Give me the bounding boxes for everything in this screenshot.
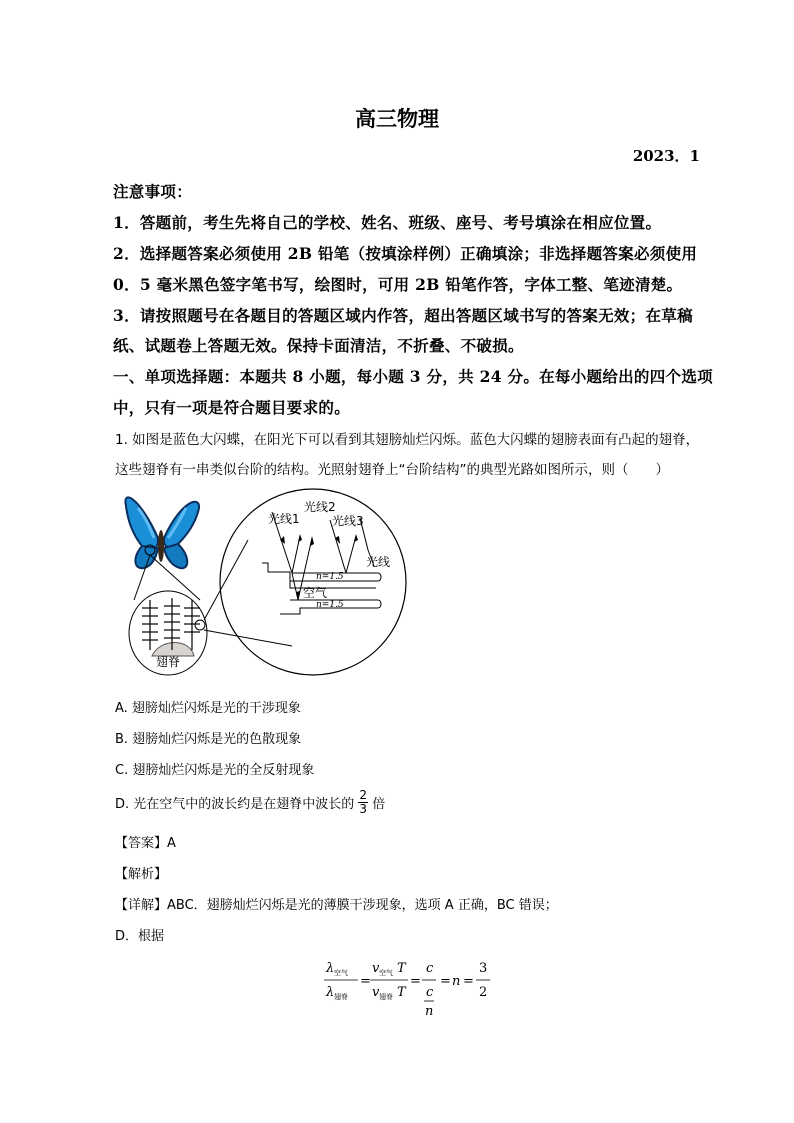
lambda-air-symbol: λ [326, 961, 335, 976]
zoom-line-4 [204, 630, 292, 646]
upper-index-label: n=1.5 [316, 572, 344, 582]
option-d-numerator: 2 [359, 788, 368, 802]
notice-line-4: 3．请按照题号在各题目的答题区域内作答，超出答题区域书写的答案无效；在草稿 [113, 306, 693, 325]
question-1-line-1: 1. 如图是蓝色大闪蝶，在阳光下可以看到其翅膀灿烂闪烁。蓝色大闪蝶的翅膀表面有凸起的翅脊， [115, 432, 700, 448]
three-numerator: 3 [479, 961, 488, 976]
butterfly-image [125, 497, 199, 568]
eq-4: = [463, 974, 474, 989]
butterfly-figure [120, 488, 410, 678]
ridge-zoom-circle [129, 591, 207, 675]
lambda-ridge-symbol: λ [326, 985, 335, 1000]
light-path-circle [220, 489, 406, 675]
option-d-prefix: D. 光在空气中的波长约是在翅脊中波长的 [115, 797, 355, 812]
lambda-air-sub: 空气 [334, 969, 348, 977]
ridge-label: 翅脊 [156, 655, 181, 669]
option-d-fraction [358, 789, 368, 816]
air-label: 空气 [303, 586, 328, 600]
option-d-suffix: 倍 [372, 797, 386, 812]
v-ridge-symbol: v [372, 985, 380, 1000]
c-denominator: c [426, 985, 434, 1000]
ray-2-label: 光线2 [304, 500, 336, 514]
option-d [115, 789, 385, 816]
two-denominator: 2 [479, 985, 488, 1000]
wavelength-formula [322, 958, 497, 1020]
n-symbol: n [452, 974, 461, 989]
eq-1: = [360, 974, 371, 989]
notice-line-2: 2．选择题答案必须使用 2B 铅笔（按填涂样例）正确填涂；非选择题答案必须使用 [113, 244, 698, 263]
notice-line-1: 1．答题前，考生先将自己的学校、姓名、班级、座号、考号填涂在相应位置。 [113, 213, 662, 232]
answer-label: 【答案】A [115, 836, 176, 851]
option-a: A. 翅膀灿烂闪烁是光的干涉现象 [115, 701, 301, 716]
ray-1-label: 光线1 [268, 512, 300, 526]
v-air-symbol: v [372, 961, 380, 976]
option-d-denominator: 3 [359, 802, 368, 816]
exam-date: 2023．1 [632, 147, 700, 165]
t-upper-symbol: T [397, 961, 406, 976]
option-c: C. 翅膀灿烂闪烁是光的全反射现象 [115, 763, 315, 778]
section-heading-line-2: 中，只有一项是符合题目要求的。 [113, 398, 351, 417]
detail-d-line: D．根据 [115, 929, 165, 944]
option-b: B. 翅膀灿烂闪烁是光的色散现象 [115, 732, 302, 747]
question-1-line-2: 这些翅脊有一串类似台阶的结构。光照射翅脊上“台阶结构”的典型光路如图所示，则（ ） [115, 462, 669, 478]
n-denominator: n [425, 1004, 434, 1019]
ray-4-label: 光线 [366, 555, 391, 569]
notice-line-3: 0．5 毫米黑色签字笔书写，绘图时，可用 2B 铅笔作答，字体工整、笔迹清楚。 [113, 275, 683, 294]
section-heading-line-1: 一、单项选择题：本题共 8 小题，每小题 3 分，共 24 分。在每小题给出的四个选项 [113, 367, 713, 386]
zoom-line-3 [204, 540, 248, 620]
page-title: 高三物理 [355, 106, 439, 131]
lambda-ridge-sub: 翅脊 [334, 993, 348, 1001]
t-lower-symbol: T [397, 985, 406, 1000]
c-numerator: c [426, 961, 434, 976]
analysis-label: 【解析】 [115, 867, 168, 882]
detail-text: 【详解】ABC．翅膀灿烂闪烁是光的薄膜干涉现象，选项 A 正确，BC 错误； [115, 898, 558, 913]
eq-2: = [410, 974, 421, 989]
v-ridge-sub: 翅脊 [379, 993, 393, 1001]
notice-heading: 注意事项： [113, 182, 193, 201]
eq-3: = [440, 974, 451, 989]
lower-index-label: n=1.5 [316, 600, 344, 610]
v-air-sub: 空气 [379, 969, 393, 977]
notice-line-5: 纸、试题卷上答题无效。保持卡面清洁，不折叠、不破损。 [113, 336, 524, 355]
ray-3-label: 光线3 [332, 514, 364, 528]
